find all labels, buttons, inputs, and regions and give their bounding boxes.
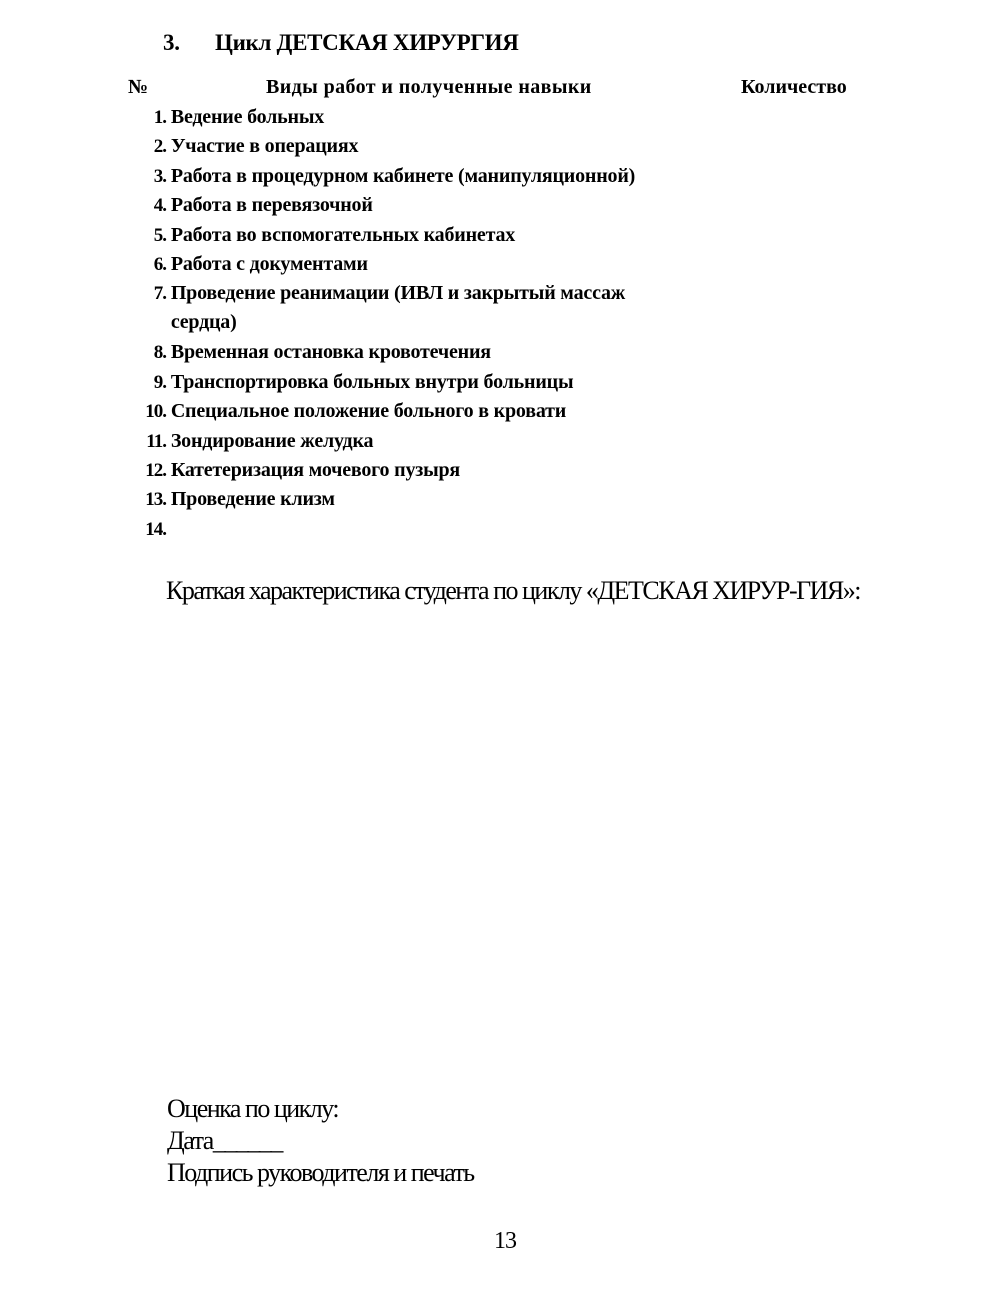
column-header-number: №: [128, 76, 149, 98]
item-text: [171, 515, 724, 544]
signature-label: Подпись руководителя и печать: [167, 1158, 474, 1187]
list-item: [124, 397, 724, 426]
list-item: [124, 191, 724, 220]
item-text: Зондирование желудка: [170, 429, 374, 452]
skills-list: [124, 103, 724, 544]
item-text: Катетеризация мочевого пузыря: [170, 459, 461, 482]
item-number: 2.: [153, 136, 166, 158]
item-number: 13.: [145, 489, 166, 511]
item-number: 3.: [153, 165, 166, 187]
item-number: 9.: [153, 371, 166, 393]
page-number: 13: [494, 1228, 516, 1254]
item-number: 14.: [145, 518, 166, 540]
list-item: [124, 132, 724, 161]
grade-label: Оценка по циклу:: [167, 1094, 339, 1123]
item-number: 4.: [153, 195, 166, 217]
list-item: [124, 515, 724, 544]
list-item: [124, 279, 724, 336]
student-characteristic: Краткая характеристика студента по циклу «ДЕТСКАЯ ХИРУР-ГИЯ»:: [166, 576, 860, 605]
item-text: Работа с документами: [170, 253, 368, 276]
section-number: 3.: [163, 30, 180, 55]
item-number: 1.: [153, 107, 166, 128]
item-text: Участие в операциях: [170, 135, 359, 158]
column-header-quantity: Количество: [741, 76, 847, 98]
evaluation-footer: [167, 1093, 474, 1189]
item-number: 11.: [146, 430, 166, 452]
list-item: [124, 250, 724, 279]
item-number: 7.: [153, 283, 166, 305]
list-item: [124, 368, 724, 397]
item-text: Ведение больных: [170, 106, 325, 128]
item-text: Работа во вспомогательных кабинетах: [170, 223, 516, 246]
list-item: [124, 338, 724, 367]
item-number: 5.: [153, 224, 166, 246]
section-title: Цикл ДЕТСКАЯ ХИРУРГИЯ: [215, 30, 519, 55]
item-number: 10.: [145, 401, 166, 423]
column-header-description: Виды работ и полученные навыки: [266, 76, 592, 98]
item-text: Работа в процедурном кабинете (манипуляционной): [170, 164, 636, 187]
list-item: [124, 103, 724, 132]
list-item: [124, 485, 724, 514]
list-item: [124, 162, 724, 191]
item-number: 6.: [153, 254, 166, 276]
section-heading: [163, 30, 519, 56]
item-text: Проведение клизм: [170, 488, 335, 511]
item-text: Специальное положение больного в кровати: [170, 400, 567, 423]
item-text: Транспортировка больных внутри больницы: [170, 370, 574, 393]
item-number: 12.: [145, 460, 166, 482]
item-text: Проведение реанимации (ИВЛ и закрытый массаж сердца): [170, 282, 626, 333]
item-text: Временная остановка кровотечения: [170, 341, 491, 364]
list-item: [124, 427, 724, 456]
list-item: [124, 456, 724, 485]
date-field: Дата______: [167, 1126, 282, 1155]
item-text: Работа в перевязочной: [170, 194, 373, 217]
list-item: [124, 221, 724, 250]
item-number: 8.: [153, 342, 166, 364]
